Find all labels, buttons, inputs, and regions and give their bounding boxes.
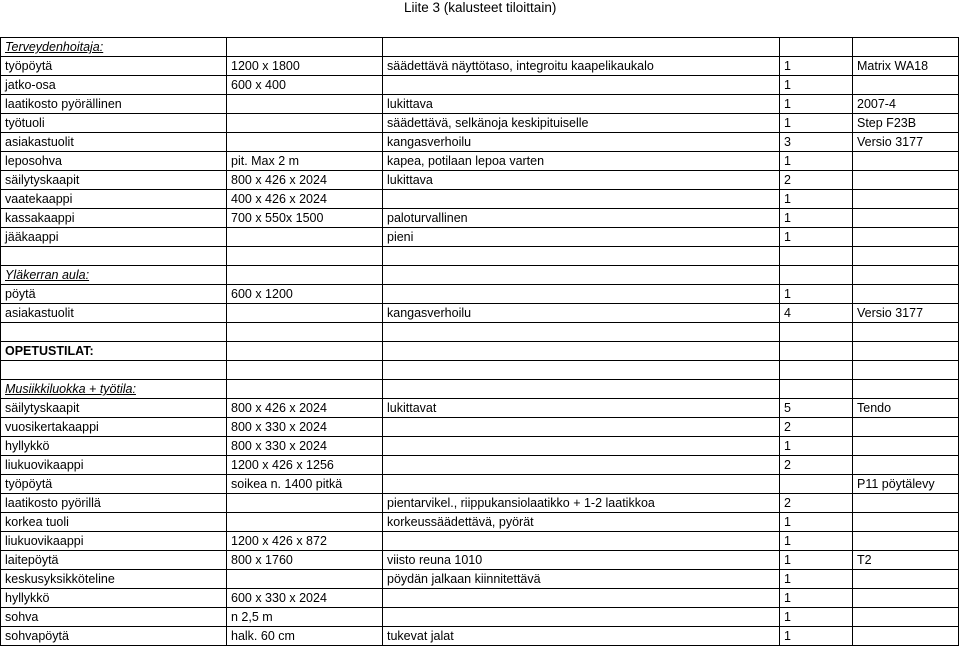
empty-cell [780,323,853,342]
item-name-cell: säilytyskaapit [1,171,227,190]
section-title: Yläkerran aula: [1,266,227,285]
empty-cell [383,266,780,285]
description-cell: lukittavat [383,399,780,418]
table-row [1,209,959,228]
document-title: Liite 3 (kalusteet tiloittain) [404,0,557,15]
item-name-cell: työpöytä [1,57,227,76]
dimensions-cell [227,570,383,589]
description-cell [383,418,780,437]
model-cell [853,589,959,608]
description-cell: säädettävä näyttötaso, integroitu kaapelikaukalo [383,57,780,76]
spacer-row [1,247,959,266]
description-cell: viisto reuna 1010 [383,551,780,570]
dimensions-cell: 800 x 426 x 2024 [227,399,383,418]
section-row [1,38,959,57]
quantity-cell: 1 [780,228,853,247]
item-name-cell: työpöytä [1,475,227,494]
quantity-cell: 2 [780,456,853,475]
table-row [1,475,959,494]
item-name-cell: säilytyskaapit [1,399,227,418]
table-row [1,95,959,114]
description-cell: säädettävä, selkänoja keskipituiselle [383,114,780,133]
dimensions-cell: halk. 60 cm [227,627,383,646]
table-row [1,228,959,247]
dimensions-cell: 600 x 1200 [227,285,383,304]
empty-cell [780,380,853,399]
section-row [1,342,959,361]
description-cell: paloturvallinen [383,209,780,228]
empty-cell [1,361,227,380]
item-name-cell: laatikosto pyörällinen [1,95,227,114]
empty-cell [227,247,383,266]
model-cell [853,456,959,475]
item-name-cell: kassakaappi [1,209,227,228]
table-row [1,570,959,589]
empty-cell [853,266,959,285]
model-cell [853,627,959,646]
model-cell [853,513,959,532]
model-cell: 2007-4 [853,95,959,114]
spacer-row [1,323,959,342]
empty-cell [227,380,383,399]
table-row [1,551,959,570]
dimensions-cell: soikea n. 1400 pitkä [227,475,383,494]
quantity-cell: 1 [780,627,853,646]
empty-cell [383,38,780,57]
quantity-cell: 1 [780,437,853,456]
empty-cell [853,380,959,399]
quantity-cell: 2 [780,171,853,190]
description-cell: pieni [383,228,780,247]
quantity-cell: 1 [780,152,853,171]
table-row [1,627,959,646]
quantity-cell: 2 [780,418,853,437]
dimensions-cell: 1200 x 1800 [227,57,383,76]
model-cell: Versio 3177 [853,133,959,152]
item-name-cell: korkea tuoli [1,513,227,532]
empty-cell [780,266,853,285]
empty-cell [780,342,853,361]
model-cell [853,152,959,171]
item-name-cell: vaatekaappi [1,190,227,209]
dimensions-cell: 600 x 400 [227,76,383,95]
quantity-cell: 1 [780,57,853,76]
dimensions-cell [227,95,383,114]
empty-cell [853,342,959,361]
model-cell [853,285,959,304]
quantity-cell: 1 [780,95,853,114]
dimensions-cell: 600 x 330 x 2024 [227,589,383,608]
item-name-cell: liukuovikaappi [1,456,227,475]
item-name-cell: työtuoli [1,114,227,133]
model-cell: Step F23B [853,114,959,133]
table-row [1,418,959,437]
table-row [1,304,959,323]
dimensions-cell [227,304,383,323]
description-cell [383,456,780,475]
dimensions-cell [227,114,383,133]
description-cell [383,285,780,304]
dimensions-cell [227,513,383,532]
empty-cell [853,247,959,266]
empty-cell [227,266,383,285]
quantity-cell: 1 [780,532,853,551]
empty-cell [853,361,959,380]
item-name-cell: sohva [1,608,227,627]
furniture-table-body [1,38,959,646]
model-cell [853,418,959,437]
dimensions-cell: pit. Max 2 m [227,152,383,171]
empty-cell [383,342,780,361]
empty-cell [383,361,780,380]
table-row [1,152,959,171]
group-heading: OPETUSTILAT: [1,342,227,361]
empty-cell [383,247,780,266]
table-row [1,114,959,133]
item-name-cell: keskusyksikköteline [1,570,227,589]
quantity-cell: 1 [780,589,853,608]
dimensions-cell: 700 x 550x 1500 [227,209,383,228]
dimensions-cell: 800 x 426 x 2024 [227,171,383,190]
table-row [1,171,959,190]
quantity-cell: 1 [780,285,853,304]
quantity-cell: 1 [780,570,853,589]
model-cell: Matrix WA18 [853,57,959,76]
item-name-cell: jääkaappi [1,228,227,247]
model-cell: P11 pöytälevy [853,475,959,494]
quantity-cell: 1 [780,551,853,570]
section-title: Musiikkiluokka + työtila: [1,380,227,399]
description-cell [383,190,780,209]
item-name-cell: liukuovikaappi [1,532,227,551]
table-row [1,76,959,95]
description-cell: lukittava [383,171,780,190]
item-name-cell: jatko-osa [1,76,227,95]
dimensions-cell [227,133,383,152]
quantity-cell: 4 [780,304,853,323]
section-title: Terveydenhoitaja: [1,38,227,57]
model-cell [853,209,959,228]
dimensions-cell [227,494,383,513]
dimensions-cell: 1200 x 426 x 872 [227,532,383,551]
model-cell [853,76,959,95]
empty-cell [853,323,959,342]
quantity-cell [780,475,853,494]
dimensions-cell [227,228,383,247]
table-row [1,494,959,513]
quantity-cell: 2 [780,494,853,513]
model-cell: Tendo [853,399,959,418]
empty-cell [853,38,959,57]
model-cell [853,494,959,513]
quantity-cell: 1 [780,190,853,209]
quantity-cell: 1 [780,209,853,228]
model-cell [853,570,959,589]
description-cell [383,437,780,456]
item-name-cell: laitepöytä [1,551,227,570]
item-name-cell: hyllykkö [1,589,227,608]
description-cell [383,475,780,494]
description-cell: kangasverhoilu [383,304,780,323]
description-cell [383,589,780,608]
empty-cell [780,38,853,57]
model-cell [853,171,959,190]
model-cell [853,608,959,627]
empty-cell [1,247,227,266]
empty-cell [227,361,383,380]
dimensions-cell: 800 x 1760 [227,551,383,570]
item-name-cell: laatikosto pyörillä [1,494,227,513]
model-cell [853,437,959,456]
empty-cell [227,38,383,57]
quantity-cell: 1 [780,114,853,133]
empty-cell [227,342,383,361]
description-cell: kangasverhoilu [383,133,780,152]
description-cell: pöydän jalkaan kiinnitettävä [383,570,780,589]
table-row [1,608,959,627]
table-row [1,437,959,456]
section-row [1,266,959,285]
quantity-cell: 1 [780,608,853,627]
description-cell: lukittava [383,95,780,114]
dimensions-cell: n 2,5 m [227,608,383,627]
description-cell: pientarvikel., riippukansiolaatikko + 1-2 laatikkoa [383,494,780,513]
spacer-row [1,361,959,380]
quantity-cell: 1 [780,76,853,95]
section-row [1,380,959,399]
table-row [1,133,959,152]
model-cell: T2 [853,551,959,570]
item-name-cell: hyllykkö [1,437,227,456]
description-cell [383,532,780,551]
item-name-cell: asiakastuolit [1,133,227,152]
table-row [1,399,959,418]
table-row [1,589,959,608]
item-name-cell: sohvapöytä [1,627,227,646]
empty-cell [780,247,853,266]
empty-cell [1,323,227,342]
dimensions-cell: 800 x 330 x 2024 [227,437,383,456]
item-name-cell: asiakastuolit [1,304,227,323]
dimensions-cell: 800 x 330 x 2024 [227,418,383,437]
table-row [1,532,959,551]
quantity-cell: 1 [780,513,853,532]
description-cell: tukevat jalat [383,627,780,646]
table-row [1,513,959,532]
description-cell: kapea, potilaan lepoa varten [383,152,780,171]
table-row [1,57,959,76]
item-name-cell: leposohva [1,152,227,171]
table-row [1,190,959,209]
empty-cell [227,323,383,342]
description-cell: korkeussäädettävä, pyörät [383,513,780,532]
furniture-table [0,37,959,646]
table-row [1,456,959,475]
item-name-cell: pöytä [1,285,227,304]
dimensions-cell: 1200 x 426 x 1256 [227,456,383,475]
model-cell [853,190,959,209]
quantity-cell: 5 [780,399,853,418]
description-cell [383,76,780,95]
empty-cell [383,323,780,342]
model-cell [853,532,959,551]
empty-cell [383,380,780,399]
dimensions-cell: 400 x 426 x 2024 [227,190,383,209]
table-row [1,285,959,304]
model-cell [853,228,959,247]
empty-cell [780,361,853,380]
quantity-cell: 3 [780,133,853,152]
model-cell: Versio 3177 [853,304,959,323]
description-cell [383,608,780,627]
item-name-cell: vuosikertakaappi [1,418,227,437]
